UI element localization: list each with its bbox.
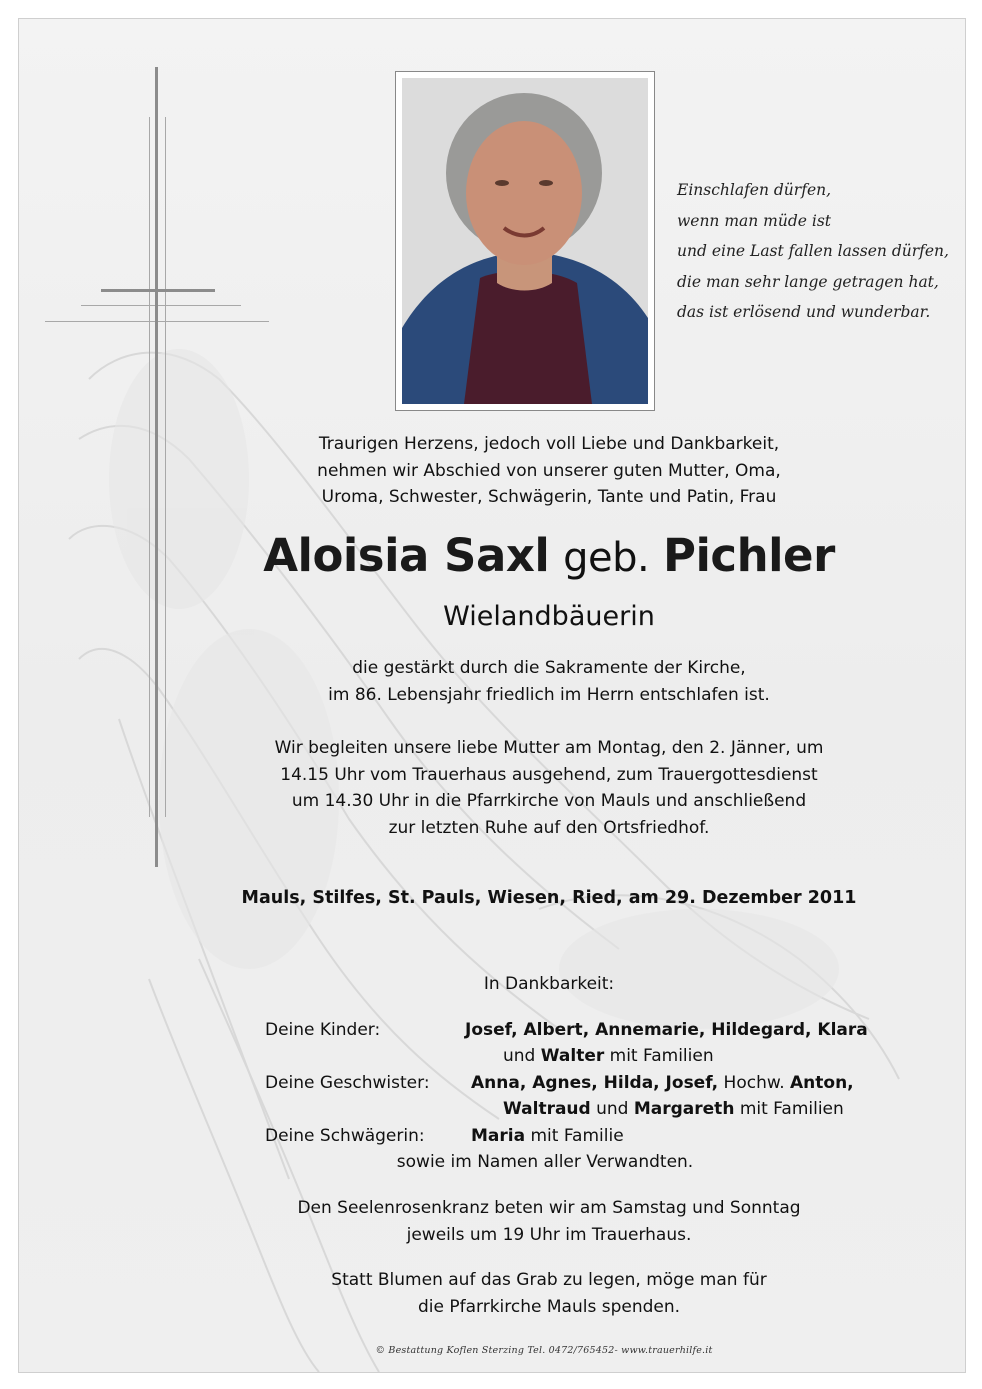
cross-icon — [155, 67, 158, 867]
siblings-list: Anna, Agnes, Hilda, Josef, — [471, 1073, 719, 1093]
full-name: Aloisia Saxl — [263, 529, 550, 582]
cross-line — [165, 117, 166, 817]
deceased-name — [199, 526, 899, 588]
verse-line: das ist erlösend und wunderbar. — [677, 303, 931, 321]
occupation: Wielandbäuerin — [443, 601, 655, 632]
conjunction: und — [596, 1099, 629, 1119]
place-date: Mauls, Stilfes, St. Pauls, Wiesen, Ried, am 29. Dezember 2011 — [241, 888, 857, 908]
portrait-frame — [395, 71, 655, 411]
inlaw-person: Maria — [471, 1126, 526, 1146]
cross-line — [149, 117, 150, 817]
funeral-line: 14.15 Uhr vom Trauerhaus ausgehend, zum Trauergottesdienst — [280, 764, 818, 785]
portrait-photo — [402, 78, 648, 404]
inlaw-label: Deine Schwägerin: — [265, 1126, 425, 1146]
sibling-name: Anton, — [790, 1073, 854, 1093]
funeral-text — [199, 735, 899, 841]
suffix: mit Familie — [530, 1126, 624, 1146]
verse-line: die man sehr lange getragen hat, — [677, 272, 939, 291]
verse-line: und eine Last fallen lassen dürfen, — [677, 242, 949, 260]
siblings-label: Deine Geschwister: — [265, 1073, 430, 1093]
flowers-text — [199, 1267, 899, 1320]
intro-line: nehmen wir Abschied von unserer guten Mutter, Oma, — [317, 460, 781, 481]
funeral-line: Wir begleiten unsere liebe Mutter am Montag, den 2. Jänner, um — [274, 738, 824, 758]
flowers-line: die Pfarrkirche Mauls spenden. — [417, 1296, 681, 1317]
sacraments-line: die gestärkt durch die Sakramente der Kirche, — [352, 658, 746, 678]
children-line-2 — [503, 1043, 714, 1070]
child-name: Walter — [540, 1046, 605, 1066]
flowers-line: Statt Blumen auf das Grab zu legen, möge man für — [331, 1270, 767, 1290]
inlaw-name — [471, 1123, 624, 1150]
intro-text — [199, 431, 899, 511]
suffix: mit Familien — [739, 1099, 844, 1119]
funeral-line: zur letzten Ruhe auf den Ortsfriedhof. — [388, 817, 710, 838]
footer-credit: © Bestattung Koflen Sterzing Tel. 0472/765452- www.trauerhilfe.it — [375, 1345, 713, 1356]
conjunction: und — [503, 1046, 536, 1066]
siblings-line-2 — [503, 1096, 844, 1123]
rosary-text — [199, 1195, 899, 1248]
thanks-heading: In Dankbarkeit: — [483, 974, 615, 994]
intro-line: Traurigen Herzens, jedoch voll Liebe und Dankbarkeit, — [318, 434, 780, 454]
children-names-list: Josef, Albert, Annemarie, Hildegard, Klara — [465, 1020, 868, 1040]
sacraments-text — [199, 655, 899, 709]
geb-label: geb. — [563, 535, 650, 581]
children-label: Deine Kinder: — [265, 1020, 381, 1040]
sibling-name: Waltraud — [503, 1099, 591, 1119]
verse-line: wenn man müde ist — [677, 211, 832, 230]
sibling-name: Margareth — [633, 1099, 735, 1119]
obituary-card — [18, 18, 966, 1373]
rosary-line: Den Seelenrosenkranz beten wir am Samstag und Sonntag — [297, 1198, 801, 1218]
intro-line: Uroma, Schwester, Schwägerin, Tante und Patin, Frau — [321, 487, 777, 507]
siblings-names — [471, 1070, 854, 1097]
verse-line: Einschlafen dürfen, — [677, 181, 832, 199]
suffix: mit Familien — [609, 1046, 714, 1066]
cross-bar — [101, 289, 215, 292]
funeral-line: um 14.30 Uhr in die Pfarrkirche von Mauls und anschließend — [291, 791, 807, 811]
sacraments-line: im 86. Lebensjahr friedlich im Herrn entschlafen ist. — [328, 685, 770, 705]
relatives-line: sowie im Namen aller Verwandten. — [396, 1152, 694, 1172]
rosary-line: jeweils um 19 Uhr im Trauerhaus. — [406, 1224, 692, 1245]
children-names — [465, 1017, 868, 1044]
title: Hochw. — [723, 1073, 785, 1093]
maiden-name: Pichler — [663, 529, 835, 582]
memorial-verse — [677, 175, 957, 328]
cross-line — [81, 305, 241, 306]
